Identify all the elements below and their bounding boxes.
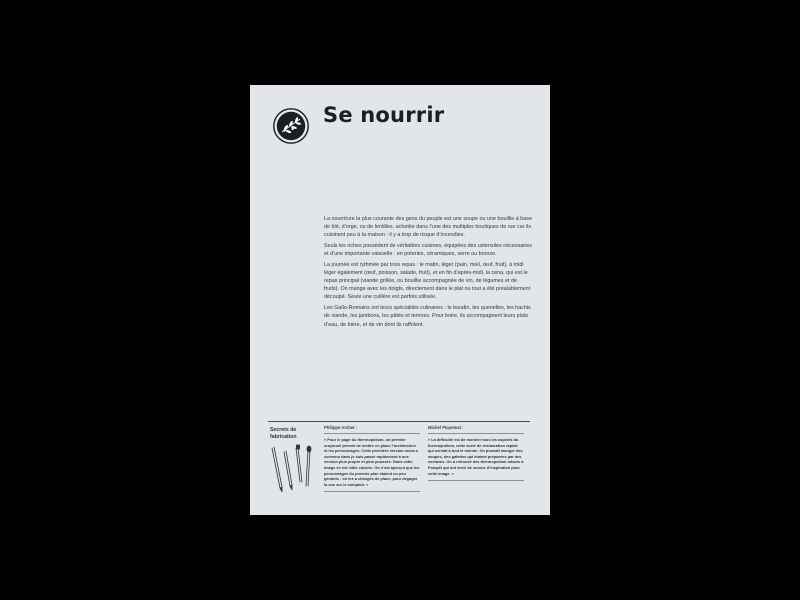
quote-michel-piquemal	[428, 425, 524, 481]
quote-text: « Pour le page du thermopolium, un premier crayonné permet de mettre en place l’architecture et les personnages. Cette première version mesa o convenu dans je suis passé rapidement à une version plus propre et plus poussée. Dans cette image en est ciblé cuisine. On n’est aperçut que les personnages du premier plan étaient un peu génants : on les a changés de place, pour dégager la vue sur le comptoir. »	[324, 437, 420, 487]
quote-author: Philippe Archer :	[324, 425, 358, 430]
body-paragraph: Seuls les riches possèdent de véritables cuisines, équipées des ustensiles nécessaires et d’une importante vaisselle : en poteries, céramiques, verre ou bronze.	[324, 243, 532, 258]
quote-bottom-divider	[428, 480, 524, 481]
quote-divider	[428, 433, 524, 434]
body-paragraph: La journée est rythmée par trois repas : le matin, léger (pain, miel, œuf, fruit), à midi léger également (œuf, poisson, salade, fruit), et en fin d’après-midi, la cena, qui est le repas principal (viande grillée, ou bouillie accompagnée de vin, de légumes et de fruits). On mange avec les doigts, directement dans le plat ou tout a été préalablement découpé. Seule une cuillère est parfois utilisée.	[324, 262, 531, 301]
body-paragraph: La nourriture la plus courante des gens du peuple est une soupe ou une bouillie à base de blé, d’orge, ou de lentilles, achetée dans l’une des multiples boutiques de rue car ils cuisinent peu à la maison : il y a trop de risque d’incendies.	[324, 216, 532, 239]
quote-philippe-archer	[324, 425, 420, 492]
quote-bottom-divider	[324, 491, 420, 492]
footer-divider	[268, 421, 530, 422]
body-paragraph: Les Gallo-Romains ont leurs spécialités culinaires : le boudin, les quenelles, les hachis de viande, les jambons, les pâtés et terrines. Pour boire, ils accompagnent leurs plats d’eau, de bière, et de vin dont ils raffolent.	[324, 305, 531, 328]
poster-page	[250, 85, 550, 515]
quote-author: Michel Piquemal :	[428, 425, 464, 430]
olive-branch-icon	[273, 108, 309, 144]
quote-divider	[324, 433, 420, 434]
footer-section-label: Secrets de fabrication	[270, 427, 297, 440]
body-text	[324, 215, 532, 331]
drawing-tools-icon	[266, 442, 326, 498]
quote-text: « La difficulté est de montrer tous les aspects du thermopolium, cette sorte de restauration rapide qui servait à tout le monde. On pouvait manger des soupes, des galettes qui étaient préparées par des esclaves. On a retrouvé des thermopolium intacts à Pompéi qui ont servi de source d’inspiration pour cette image. »	[428, 437, 524, 476]
page-title: Se nourrir	[323, 103, 445, 127]
